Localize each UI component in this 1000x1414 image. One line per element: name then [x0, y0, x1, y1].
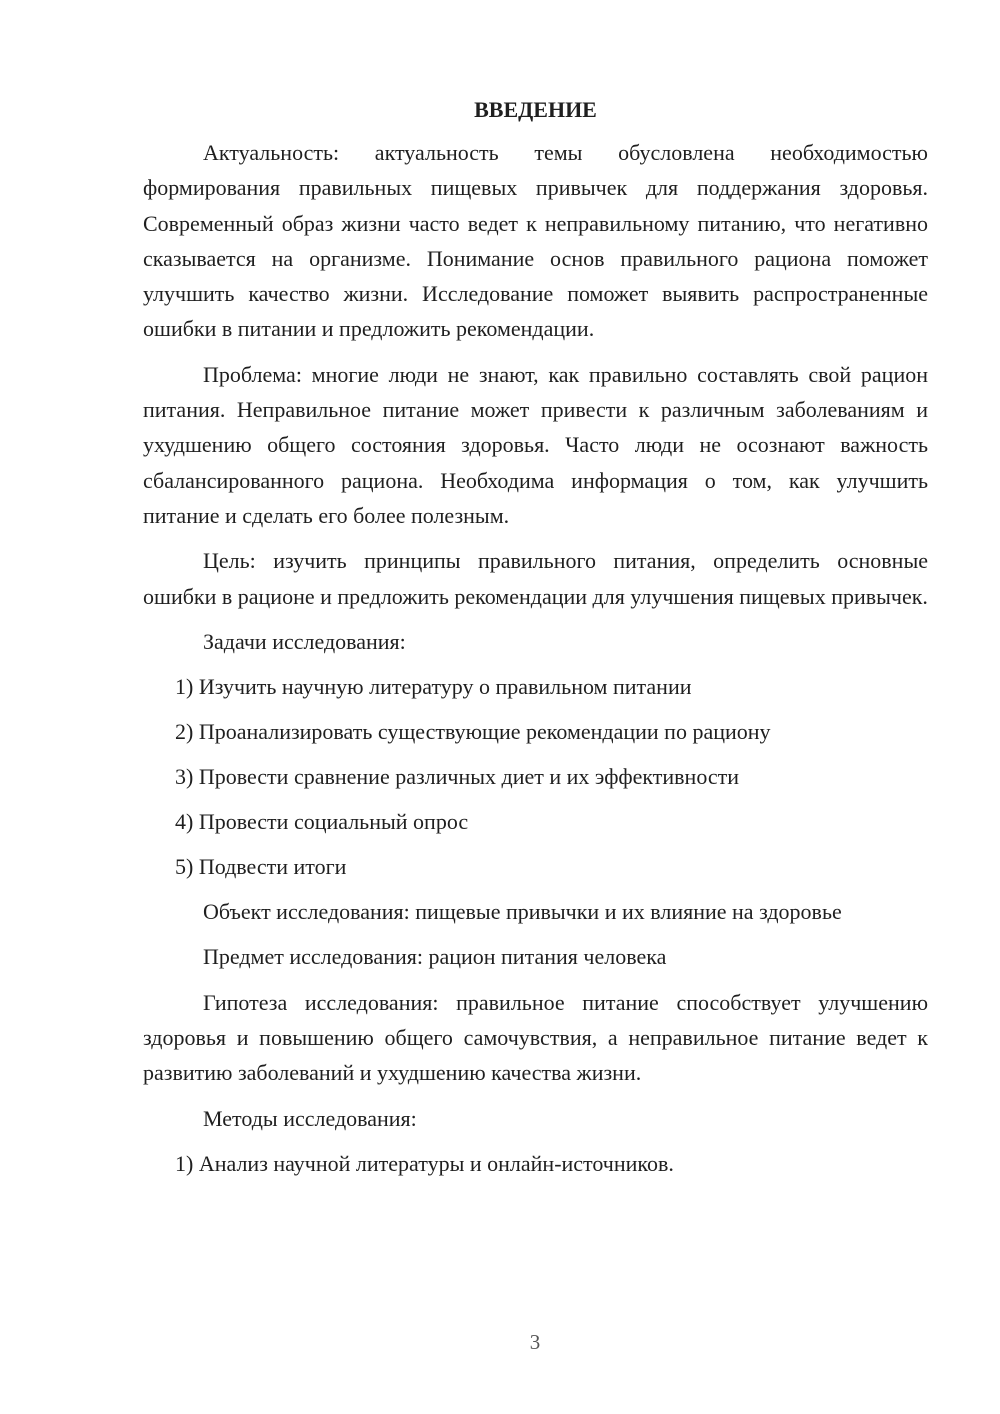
task-item-4: 4) Провести социальный опрос: [175, 809, 469, 835]
research-object: Объект исследования: пищевые привычки и их влияние на здоровье: [203, 899, 842, 925]
task-item-1: 1) Изучить научную литературу о правильном питании: [175, 674, 692, 700]
document-page: [143, 92, 928, 1191]
hypothesis-paragraph: Гипотеза исследования: правильное питание способствует улучшению здоровья и повышению общего самочувствия, а неправильное питание ведет к развитию заболеваний и ухудшению качества жизни.: [143, 989, 928, 1086]
task-item-5: 5) Подвести итоги: [175, 854, 347, 880]
methods-heading: Методы исследования:: [203, 1105, 417, 1131]
problem-paragraph: Проблема: многие люди не знают, как правильно составлять свой рацион питания. Неправильное питание может привести к различным заболеваниям и ухудшению общего состояния здоровья. Часто люди не осознают важность сбалансированного рациона. Необходима информация о том, как улучшить питание и сделать его более полезным.: [143, 361, 928, 528]
method-item-1: 1) Анализ научной литературы и онлайн-источников.: [175, 1150, 674, 1176]
goal-paragraph: Цель: изучить принципы правильного питания, определить основные ошибки в рационе и предложить рекомендации для улучшения пищевых привычек.: [143, 548, 928, 609]
tasks-heading: Задачи исследования:: [203, 628, 406, 654]
page-title: ВВЕДЕНИЕ: [474, 97, 597, 122]
relevance-paragraph: Актуальность: актуальность темы обусловлена необходимостью формирования правильных пищевых привычек для поддержания здоровья. Современный образ жизни часто ведет к неправильному питанию, что негативно сказывается на организме. Понимание основ правильного рациона поможет улучшить качество жизни. Исследование поможет выявить распространенные ошибки в питании и предложить рекомендации.: [143, 140, 928, 342]
task-item-2: 2) Проанализировать существующие рекомендации по рациону: [175, 719, 771, 745]
task-item-3: 3) Провести сравнение различных диет и их эффективности: [175, 764, 740, 790]
research-subject: Предмет исследования: рацион питания человека: [203, 944, 667, 970]
page-number: 3: [529, 1330, 541, 1354]
